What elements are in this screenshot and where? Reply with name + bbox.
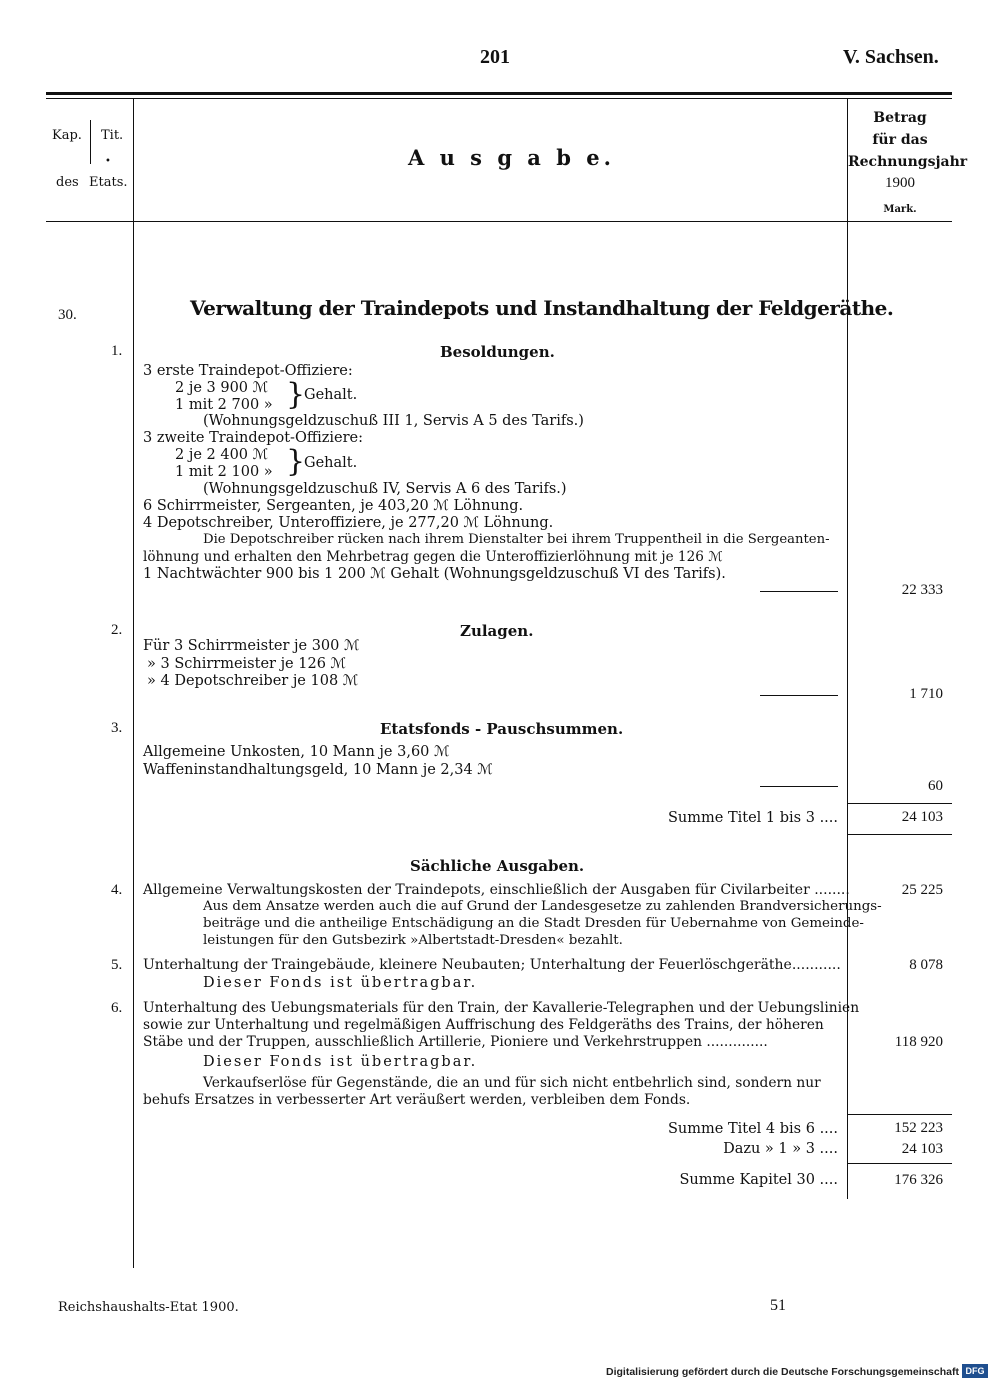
text-line: Allgemeine Unkosten, 10 Mann je 3,60 ℳ [143,744,450,760]
brace-icon: } [286,444,306,479]
subtotal-rule [760,591,838,592]
ausgabe-header: A u s g a b e. [408,145,615,170]
footer-sheet-number: 51 [770,1297,786,1314]
text-line: leistungen für den Gutsbezirk »Albertstadt-Dresden« bezahlt. [203,933,623,948]
amount: 60 [928,778,943,794]
betrag-header-year: 1900 [885,175,915,191]
betrag-header-2: für das [872,132,928,148]
total-rule [847,1163,952,1164]
top-rule-thin [46,98,952,99]
total-rule [847,803,952,804]
titel-number-3: 3. [111,720,123,736]
header-bottom-rule [46,221,952,222]
right-column-divider [847,98,848,1199]
text-line: sowie zur Unterhaltung und regelmäßigen Auffrischung des Feldgeräths des Trains, der höheren [143,1017,824,1033]
subtotal-rule [760,695,838,696]
text-line: Waffeninstandhaltungsgeld, 10 Mann je 2,34 ℳ [143,762,493,778]
summe-kapitel-label: Summe Kapitel 30 .... [679,1172,838,1188]
text-line: 4 Depotschreiber, Unteroffiziere, je 277,20 ℳ Löhnung. [143,515,554,531]
text-line: (Wohnungsgeldzuschuß III 1, Servis A 5 des Tarifs.) [203,413,584,429]
text-line: behufs Ersatzes in verbesserter Art veräußert werden, verbleiben dem Fonds. [143,1092,691,1108]
dazu-label: Dazu » 1 » 3 .... [723,1141,838,1157]
footer-source: Reichshaushalts-Etat 1900. [58,1300,239,1315]
text-line: Verkaufserlöse für Gegenstände, die an und für sich nicht entbehrlich sind, sondern nur [203,1075,821,1091]
titel-heading-besoldungen: Besoldungen. [440,343,555,361]
text-line: 6 Schirrmeister, Sergeanten, je 403,20 ℳ Löhnung. [143,498,524,514]
summe-label: Summe Titel 1 bis 3 .... [668,810,838,826]
dfg-logo: DFG [962,1364,988,1378]
text-line: Aus dem Ansatze werden auch die auf Grund der Landesgesetze zu zahlenden Brandversicherungs- [203,899,882,914]
text-line: » 3 Schirrmeister je 126 ℳ [147,656,347,672]
text-line: 2 je 2 400 ℳ [175,447,269,463]
amount: 22 333 [901,582,943,598]
summe-amount: 152 223 [894,1120,943,1136]
left-column-divider [133,98,134,1268]
summe-amount: 24 103 [901,809,943,825]
kapitel-title: Verwaltung der Traindepots und Instandhaltung der Feldgeräthe. [190,296,894,320]
section-heading-saechliche: Sächliche Ausgaben. [410,857,585,875]
summe-kapitel-amount: 176 326 [894,1172,943,1188]
betrag-header-1: Betrag [873,110,927,126]
page-number: 201 [480,46,510,68]
text-line: » 4 Depotschreiber je 108 ℳ [147,673,359,689]
tit-header: Tit. [101,128,124,143]
text-line: Gehalt. [304,455,358,471]
digitization-credit: Digitalisierung gefördert durch die Deutsche Forschungsgemeinschaft [606,1366,959,1378]
text-line: (Wohnungsgeldzuschuß IV, Servis A 6 des Tarifs.) [203,481,567,497]
subtotal-rule [760,786,838,787]
titel-heading-etatsfonds: Etatsfonds - Pauschsummen. [380,720,624,738]
des-header: des [56,175,79,190]
titel-number-5: 5. [111,957,123,973]
kap-header: Kap. [52,128,82,143]
text-line: Stäbe und der Truppen, ausschließlich Artillerie, Pioniere und Verkehrstruppen .............. [143,1034,768,1050]
text-line: 1 mit 2 100 » [175,464,273,480]
betrag-header-3: Rechnungsjahr [848,154,968,170]
text-line: Für 3 Schirrmeister je 300 ℳ [143,638,360,654]
amount: 118 920 [894,1034,943,1050]
titel-number-4: 4. [111,882,123,898]
text-line: Dieser Fonds ist übertragbar. [203,1054,478,1070]
amount: 25 225 [901,882,943,898]
text-line: Unterhaltung der Traingebäude, kleinere Neubauten; Unterhaltung der Feuerlöschgeräthe........... [143,957,841,973]
etats-header: Etats. [89,175,128,190]
text-line: 1 Nachtwächter 900 bis 1 200 ℳ Gehalt (Wohnungsgeldzuschuß VI des Tarifs). [143,566,726,582]
dot-mark: • [105,156,111,167]
total-rule [847,834,952,835]
text-line: 3 zweite Traindepot-Offiziere: [143,430,364,446]
summe-label: Summe Titel 4 bis 6 .... [668,1121,838,1137]
kap-tit-divider [90,120,91,164]
titel-number-1: 1. [111,343,123,359]
text-line: 3 erste Traindepot-Offiziere: [143,363,353,379]
dazu-amount: 24 103 [901,1141,943,1157]
titel-heading-zulagen: Zulagen. [460,622,534,640]
section-title: V. Sachsen. [843,46,939,68]
amount: 8 078 [909,957,943,973]
text-line: Die Depotschreiber rücken nach ihrem Dienstalter bei ihrem Truppentheil in die Sergeanten- [203,532,830,547]
text-line: Allgemeine Verwaltungskosten der Traindepots, einschließlich der Ausgaben für Civilarbeiter ........ [143,882,850,898]
text-line: 1 mit 2 700 » [175,397,273,413]
text-line: beiträge und die antheilige Entschädigung an die Stadt Dresden für Uebernahme von Gemeinde- [203,916,864,931]
total-rule [847,1114,952,1115]
text-line: 2 je 3 900 ℳ [175,380,269,396]
titel-number-2: 2. [111,622,123,638]
text-line: Gehalt. [304,387,358,403]
top-rule-thick [46,92,952,95]
text-line: löhnung und erhalten den Mehrbetrag gegen die Unteroffizierlöhnung mit je 126 ℳ [143,549,723,565]
titel-number-6: 6. [111,1000,123,1016]
mark-header: Mark. [883,204,917,215]
kapitel-number: 30. [58,307,77,323]
text-line: Unterhaltung des Uebungsmaterials für den Train, der Kavallerie-Telegraphen und der Uebungslinien [143,1000,860,1016]
brace-icon: } [286,377,306,412]
text-line: Dieser Fonds ist übertragbar. [203,975,478,991]
amount: 1 710 [909,686,943,702]
